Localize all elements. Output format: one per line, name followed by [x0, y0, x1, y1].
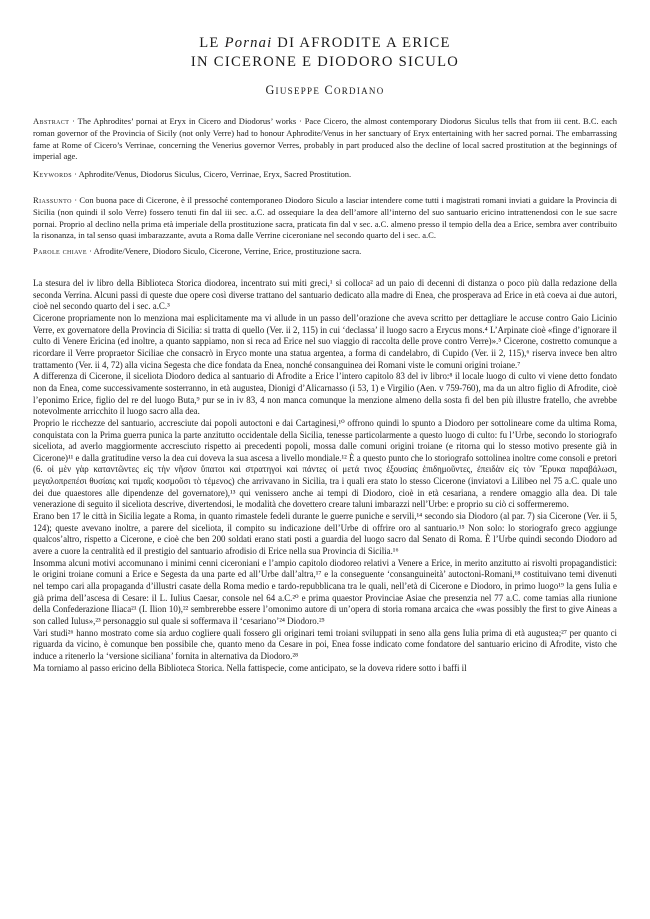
article-title — [33, 34, 617, 72]
keywords — [33, 169, 617, 181]
riassunto-text: · Con buona pace di Cicerone, è il pressoché contemporaneo Diodoro Siculo a lasciar intendere come tutti i magistrati romani inviati a guidare la Provincia di Sicilia (non quindi il solo Verre) fossero tenuti fin dal iii sec. a.C. ad ossequiare la dea dell’amore all’interno del suo santuario ericino intrattenendosi con le sue sacre pornai. Proprio al declino nella prima età imperiale della prostituzione sacra, praticata fin dal v sec. a.C. almeno presso il tempio della dea a Erice, sembra aver contribuito la risonanza, in tal senso quasi imbarazzante, avuta a Roma dalle Verrine ciceroniane nel secondo quarto del i sec. a.C. — [33, 194, 617, 241]
article-page — [33, 34, 617, 674]
body-paragraph: Insomma alcuni motivi accomunano i minimi cenni ciceroniani e l’ampio capitolo diodoreo relativi a Venere a Erice, in merito anzitutto ai risvolti propagandistici: le origini troiane comuni a Erice e Segesta da una parte ed all’Urbe dall’altra,¹⁷ e la conseguente ‘consanguineità’ autoctoni-Romani,¹⁸ costituivano temi divenuti nel tempo cari alla propaganda d’illustri casate della Roma medio e tardo-repubblicana tra le quali, nell’età di Cicerone e Diodoro, in primo luogo¹⁹ la gens Iulia e già prima dell’ascesa di Cesare: il L. Iulius Caesar, console nel 64 a.C.²⁰ e prima quaestor Provinciae Asiae che presenzia nel 77 a.C. come tamias alla riunione della Confederazione Iliaca²¹ (I. Ilion 10),²² sembrerebbe essere l’omonimo autore di un’opera di storia romana arcaica che «was possibly the first to give Aineas a son called Iulus»,²³ personaggio sul quale si soffermava il ‘cesariano’²⁴ Diodoro.²⁵ — [33, 557, 617, 626]
abstract-label: Abstract — [33, 116, 70, 126]
abstract-text: · The Aphrodites’ pornai at Eryx in Cicero and Diodorus’ works · Pace Cicero, the almost contemporary Diodorus Siculus tells that from iii cent. B.C. each roman governor of the Provincia of Sicily (not only Verre) had to honour Aphrodite/Venus in her sanctuary of Eryx entertaining with her sacred pornai. The embarrassing fame at Rome of Cicero’s Verrinae, concerning the Venerius governor Verres, probably in part produced also the decline of local sacred prostitution at the beginnings of imperial age. — [33, 116, 617, 162]
body-paragraph: Cicerone propriamente non lo menziona mai esplicitamente ma vi allude in un passo dell’orazione che aveva scritto per dettagliare le accuse contro Gaio Licinio Verre, ex governatore della Provincia di Sicilia: si tratta di quello (Ver. ii 2, 115) in cui ‘declassa’ il luogo sacro a Erycus mons.⁴ L’Arpinate cioè «finge d’ignorare il culto di Venere Ericina (ed inoltre, a quanto sappiamo, non si reca ad Erice nel suo viaggio di raccolta delle prove contro Verre)».⁵ Cicerone, costretto comunque a ricordare il Verre propraetor Siciliae che consacrò in Eryco monte una statua argentea, a forma di candelabro, di Cupido (Ver. ii 2, 115),⁶ riserva invece ben altro trattamento (Ver. ii 4, 72) alla vicina Segesta che dice fondata da Enea, nonché consanguinea dei Romani viste le comuni origini troiane.⁷ — [33, 312, 617, 370]
parole-chiave-label: Parole chiave — [33, 246, 87, 257]
riassunto — [33, 195, 617, 242]
body-paragraph: Erano ben 17 le città in Sicilia legate a Roma, in quanto rimastele fedeli durante le guerre puniche e servili,¹⁴ secondo sia Diodoro (al par. 7) sia Cicerone (Ver. ii 5, 124); queste avevano inoltre, a parere del siceliota, il compito su indicazione dell’Urbe di offrire oro al santuario.¹⁵ Non solo: lo storiografo greco aggiunge qualcos’altro, rispetto a Cicerone, e cioè che ben 200 soldati erano stati posti a guardia del luogo sacro dal Senato di Roma. È l’Urbe quindi secondo Diodoro ad avere a cuore la centralità ed il prestigio del santuario afrodisio di Erice nella sua Provincia di Sicilia.¹⁶ — [33, 511, 617, 557]
article-body — [33, 278, 617, 674]
author-name: Giuseppe Cordiano — [265, 83, 385, 97]
title-line1: LE Pornai DI AFRODITE A ERICE — [199, 35, 451, 51]
body-paragraph: Proprio le ricchezze del santuario, accresciute dai popoli autoctoni e dai Cartaginesi,¹⁰ offrono quindi lo spunto a Diodoro per sottolineare come da ultima Roma, conquistata con la Prima guerra punica la parte anzitutto occidentale della Sicilia, tenesse particolarmente a questo luogo di culto: fu l’Urbe, secondo lo storiografo siceliota, ad averlo maggiormente accresciuto rispetto ai precedenti popoli, mossa dalle comuni origini troiane (e ritorna qui lo stesso motivo presente già in Cicerone)¹¹ e dalla gratitudine verso la dea cui doveva la sua ascesa a livello mondiale.¹² È a questo punto che lo storiografo sottolinea inoltre come consoli e pretori (6. οἱ μὲν γὰρ καταντῶντες εἰς τὴν νῆσον ὕπατοι καὶ στρατηγοὶ καὶ πάντες οἱ μετά τινος ἐξουσίας ἐπιδημοῦντες, ἐπειδὰν εἰς τὸν Ἔρυκα παραβάλωσι, μεγαλοπρεπέσι θυσίαις καὶ τιμαῖς κοσμοῦσι τὸ τέμενος) che arrivavano in Sicilia, tra i quali era stato lo stesso Cicerone (inviatovi a Lilibeo nel 75 a.C. quale uno dei due quaestores alle dipendenze del governatore),¹³ qui venissero anche ai tempi di Diodoro, cioè in età cesariana, a rendere omaggio alla dea. Di tale venerazione di seguito il siceliota descrive, divertendosi, le modalità che dovettero creare taluni imbarazzi nell’Urbe: e proprio su ciò ci soffermeremo. — [33, 417, 617, 510]
body-paragraph: Vari studi²⁶ hanno mostrato come sia arduo cogliere quali fossero gli originari temi troiani sviluppati in seno alla gens Iulia prima di età augustea;²⁷ per quanto ci riguarda da vicino, è comunque ben possibile che, quanto meno da Cesare in poi, Enea fosse indicato come fondatore del santuario ericino di Afrodite, visto che induce a ritenerlo la ‘versione siciliana’ fornita in alternativa da Diodoro.²⁸ — [33, 627, 617, 661]
keywords-text: · Aphrodite/Venus, Diodorus Siculus, Cicero, Verrinae, Eryx, Sacred Prostitution. — [72, 169, 352, 180]
parole-chiave-text: · Afrodite/Venere, Diodoro Siculo, Cicerone, Verrine, Erice, prostituzione sacra. — [86, 246, 362, 257]
body-paragraph: A differenza di Cicerone, il siceliota Diodoro dedica al santuario di Afrodite a Erice l’intero capitolo 83 del iv libro:⁸ il locale luogo di culto vi viene detto fondato non da Enea, come successivamente sosterranno, in età augustea, Dionigi d’Alicarnasso (i 53, 1) e Virgilio (Aen. v 759-760), ma da un altro figlio di Afrodite, cioè l’eponimo Erice, figlio del re del luogo Buta,⁹ pur se in iv 83, 4 non manca comunque la menzione almeno della sosta fi del ben più illustre fratello, che avrebbe notevolmente arricchito il luogo sacro alla dea. — [33, 371, 617, 417]
parole-chiave — [33, 246, 617, 258]
title-line2: IN CICERONE E DIODORO SICULO — [190, 54, 460, 70]
body-paragraph: Ma torniamo al passo ericino della Biblioteca Storica. Nella fattispecie, come anticipato, se la doveva ridere sotto i baffi il — [33, 662, 467, 673]
abstract — [33, 116, 617, 163]
riassunto-label: Riassunto — [33, 194, 72, 205]
body-paragraph: La stesura del iv libro della Biblioteca Storica diodorea, incentrato sui miti greci,¹ si colloca² ad un paio di decenni di distanza o poco più dalla redazione della seconda Verrina. Alcuni passi di queste due opere così diverse trattano del santuario dedicato alla madre di Enea, che prosperava ad Erice in età coeva ai due autori, cioè nel secondo quarto del i sec. a.C.³ — [33, 277, 617, 312]
keywords-label: Keywords — [33, 169, 73, 180]
